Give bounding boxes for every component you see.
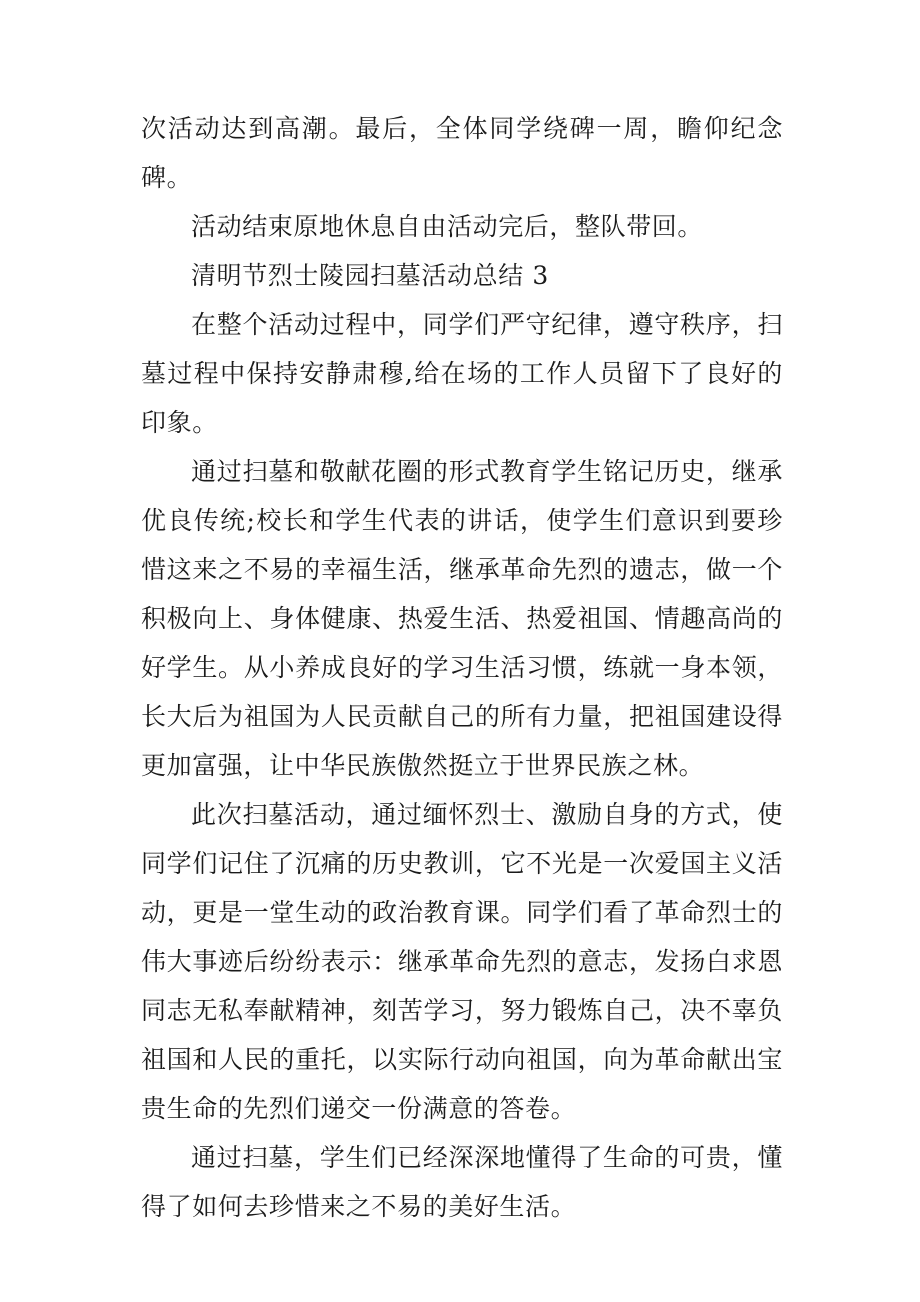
paragraph-continuation: 次活动达到高潮。最后，全体同学绕碑一周，瞻仰纪念碑。 bbox=[141, 114, 783, 192]
paragraph-discipline: 在整个活动过程中，同学们严守纪律，遵守秩序，扫墓过程中保持安静肃穆,给在场的工作人员留下了良好的印象。 bbox=[141, 310, 783, 437]
paragraph-activity-end: 活动结束原地休息自由活动完后，整队带回。 bbox=[191, 212, 704, 241]
section-heading: 清明节烈士陵园扫墓活动总结 3 bbox=[191, 261, 549, 290]
paragraph-conclusion: 通过扫墓，学生们已经深深地懂得了生命的可贵，懂得了如何去珍惜来之不易的美好生活。 bbox=[141, 1143, 783, 1221]
paragraph-reflection: 此次扫墓活动，通过缅怀烈士、激励自身的方式，使同学们记住了沉痛的历史教训，它不光是一次爱国主义活动，更是一堂生动的政治教育课。同学们看了革命烈士的伟大事迹后纷纷表示：继承革命先烈的意志，发扬白求恩同志无私奉献精神，刻苦学习，努力锻炼自己，决不辜负祖国和人民的重托，以实际行动向祖国，向为革命献出宝贵生命的先烈们递交一份满意的答卷。 bbox=[141, 800, 783, 1123]
document-body bbox=[141, 104, 783, 1231]
paragraph-education: 通过扫墓和敬献花圈的形式教育学生铭记历史，继承优良传统;校长和学生代表的讲话，使学生们意识到要珍惜这来之不易的幸福生活，继承革命先烈的遗志，做一个积极向上、身体健康、热爱生活、热爱祖国、情趣高尚的好学生。从小养成良好的学习生活习惯，练就一身本领，长大后为祖国为人民贡献自己的所有力量，把祖国建设得更加富强，让中华民族傲然挺立于世界民族之林。 bbox=[141, 457, 783, 780]
